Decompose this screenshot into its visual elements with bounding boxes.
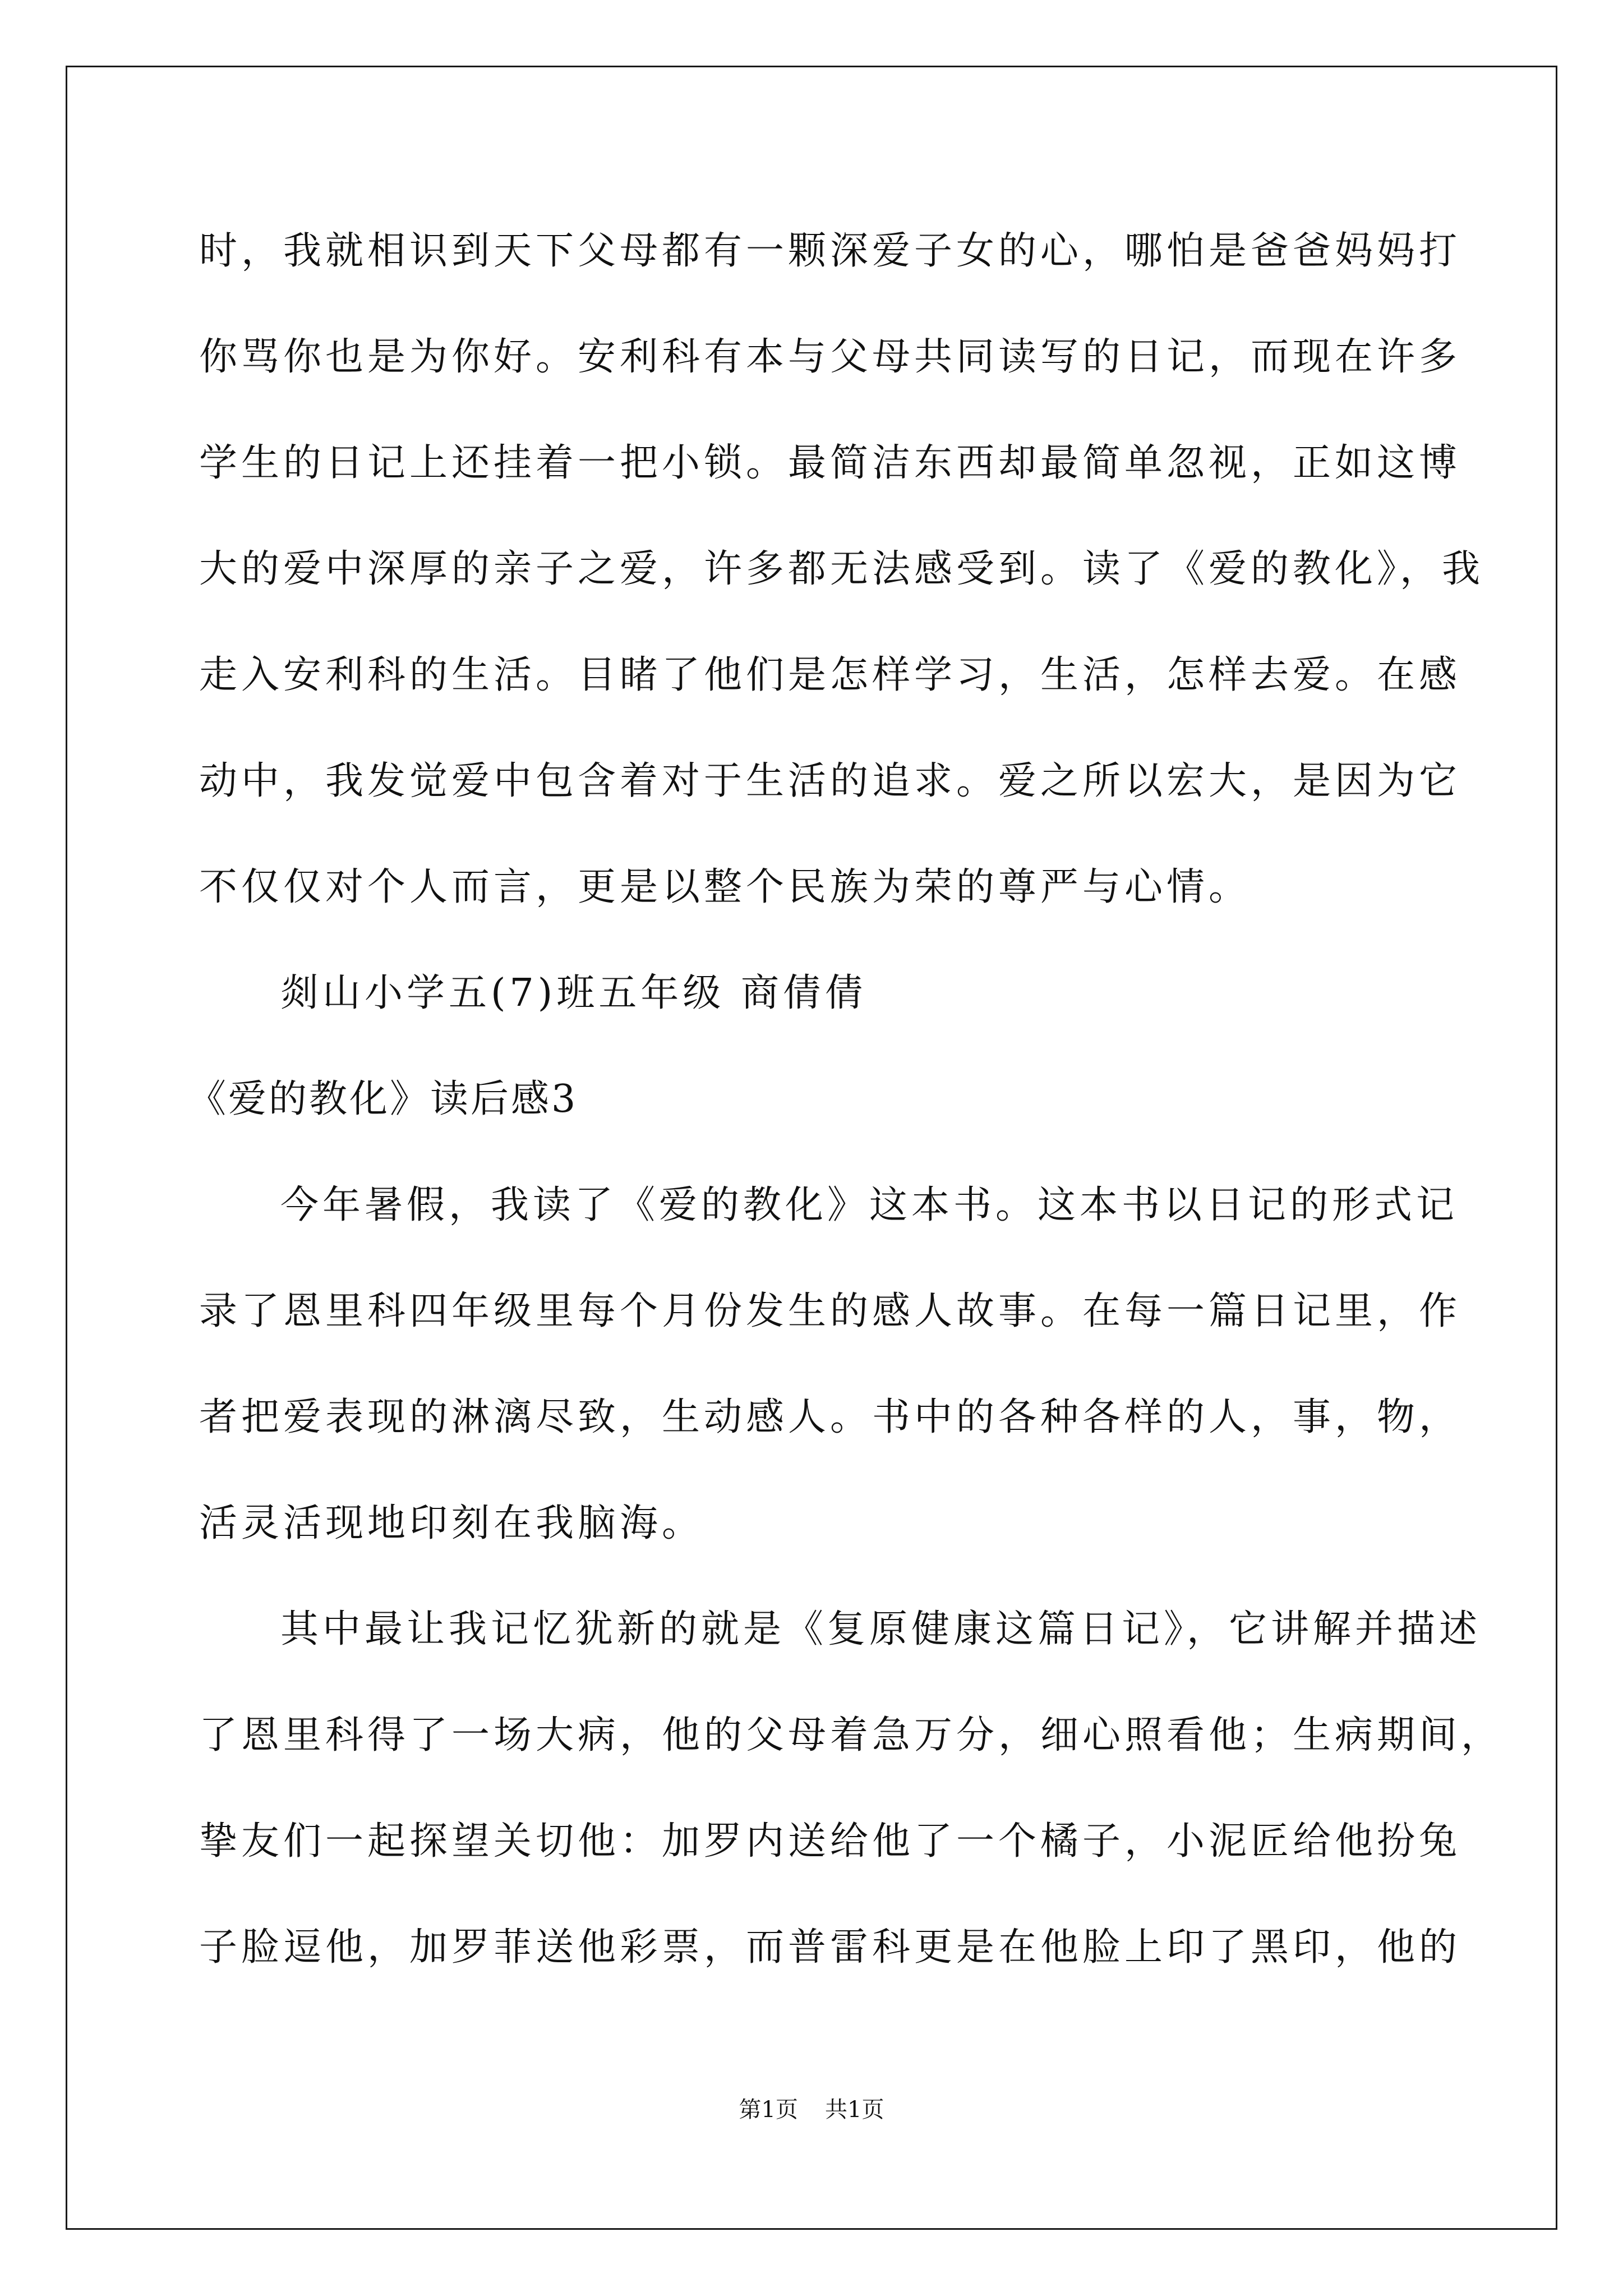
page-number: 第1页 [739,2097,798,2123]
body-line-4: 大的爱中深厚的亲子之爱，许多都无法感受到。读了《爱的教化》，我 [199,547,1484,591]
author-signature: 剡山小学五(7)班五年级 商倩倩 [280,971,867,1015]
page-frame [66,66,1557,2230]
body-line-6: 动中，我发觉爱中包含着对于生活的追求。爱之所以宏大，是因为它 [199,759,1461,803]
body-line-9: 录了恩里科四年级里每个月份发生的感人故事。在每一篇日记里，作 [199,1289,1461,1333]
body-line-5: 走入安利科的生活。目睹了他们是怎样学习，生活，怎样去爱。在感 [199,653,1461,697]
body-line-12: 其中最让我记忆犹新的就是《复原健康这篇日记》，它讲解并描述 [280,1607,1482,1651]
body-line-13: 了恩里科得了一场大病，他的父母着急万分，细心照看他；生病期间， [199,1713,1504,1757]
page-footer [0,2096,1623,2123]
body-line-2: 你骂你也是为你好。安利科有本与父母共同读写的日记，而现在许多 [199,335,1461,379]
body-line-11: 活灵活现地印刻在我脑海。 [199,1501,704,1545]
section-heading: 《爱的教化》读后感3 [188,1077,578,1121]
body-line-3: 学生的日记上还挂着一把小锁。最简洁东西却最简单忽视，正如这博 [199,441,1461,485]
body-line-15: 子脸逗他，加罗菲送他彩票，而普雷科更是在他脸上印了黑印，他的 [199,1925,1461,1970]
body-line-8: 今年暑假，我读了《爱的教化》这本书。这本书以日记的形式记 [280,1183,1459,1227]
body-line-10: 者把爱表现的淋漓尽致，生动感人。书中的各种各样的人，事，物， [199,1395,1461,1439]
body-line-14: 挚友们一起探望关切他：加罗内送给他了一个橘子，小泥匠给他扮兔 [199,1819,1461,1864]
body-line-1: 时，我就相识到天下父母都有一颗深爱子女的心，哪怕是爸爸妈妈打 [199,229,1461,273]
body-line-7: 不仅仅对个人而言，更是以整个民族为荣的尊严与心情。 [199,865,1251,909]
total-pages: 共1页 [825,2097,884,2123]
